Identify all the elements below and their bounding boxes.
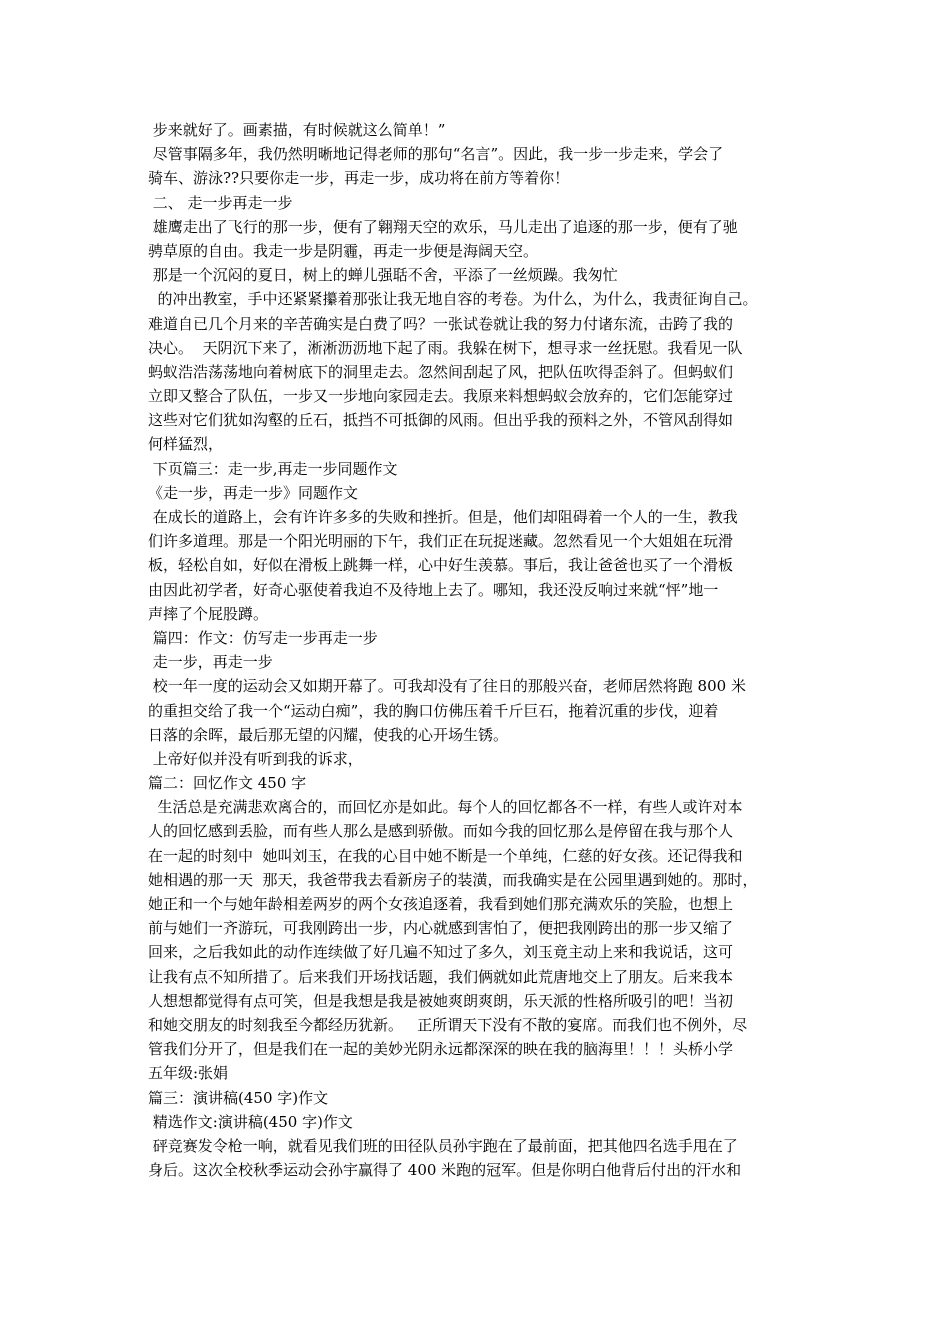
text-line: 蚂蚁浩浩荡荡地向着树底下的洞里走去。忽然间刮起了风，把队伍吹得歪斜了。但蚂蚁们	[148, 362, 734, 381]
text-line: 立即又整合了队伍，一步又一步地向家园走去。我原来料想蚂蚁会放弃的，它们怎能穿过	[148, 387, 734, 406]
text-line: 回来，之后我如此的动作连续做了好几遍不知过了多久，刘玉竟主动上来和我说话，这可	[148, 943, 734, 962]
text-line: 这些对它们犹如沟壑的丘石，抵挡不可抵御的风雨。但出乎我的预料之外，不管风刮得如	[148, 411, 734, 430]
text-line: 校一年一度的运动会又如期开幕了。可我却没有了往日的那般兴奋，老师居然将跑 800 米	[148, 677, 746, 696]
text-line: 那是一个沉闷的夏日，树上的蝉儿强聒不舍，平添了一丝烦躁。我匆忙	[148, 266, 618, 285]
text-line: 五年级:张娟	[148, 1064, 229, 1083]
text-line: 的重担交给了我一个“运动白痴”，我的胸口仿佛压着千斤巨石，拖着沉重的步伐，迎着	[148, 701, 719, 720]
text-line: 二、 走一步再走一步	[148, 193, 293, 212]
text-line: 在一起的时刻中 她叫刘玉，在我的心目中她不断是一个单纯，仁慈的好女孩。还记得我和	[148, 846, 743, 865]
text-line: 由因此初学者，好奇心驱使着我迫不及待地上去了。哪知，我还没反响过来就“怦”地一	[148, 580, 719, 599]
text-line: 日落的余晖，最后那无望的闪耀，使我的心开场生锈。	[148, 725, 509, 744]
text-line: 她相遇的那一天 那天，我爸带我去看新房子的装潢，而我确实是在公园里遇到她的。那时，	[148, 870, 758, 889]
text-line: 的冲出教室，手中还紧紧攥着那张让我无地自容的考卷。为什么，为什么，我责征询自己。	[148, 290, 758, 309]
text-line: 上帝好似并没有听到我的诉求，	[148, 749, 363, 768]
text-line: 和她交朋友的时刻我至今都经历犹新。 正所谓天下没有不散的宴席。而我们也不例外，尽	[148, 1015, 748, 1034]
text-line: 在成长的道路上，会有许许多多的失败和挫折。但是，他们却阻碍着一个人的一生，教我	[148, 508, 738, 526]
text-line: 何样猛烈，	[148, 435, 224, 454]
text-line: 板，轻松自如，好似在滑板上跳舞一样，心中好生羡慕。事后，我让爸爸也买了一个滑板	[148, 556, 734, 575]
text-line: 步来就好了。画素描，有时候就这么简单！”	[148, 121, 446, 139]
text-line: 人的回忆感到丢脸，而有些人那么是感到骄傲。而如今我的回忆那么是停留在我与那个人	[148, 822, 734, 841]
text-line: 尽管事隔多年，我仍然明晰地记得老师的那句“名言”。因此，我一步一步走来，学会了	[148, 145, 724, 164]
text-line: 身后。这次全校秋季运动会孙宇赢得了 400 米跑的冠军。但是你明白他背后付出的汗水和	[148, 1161, 742, 1180]
text-line: 她正和一个与她年龄相差两岁的两个女孩追逐着，我看到她们那充满欢乐的笑脸，也想上	[148, 895, 734, 913]
text-line: 决心。 天阴沉下来了，淅淅沥沥地下起了雨。我躲在树下，想寻求一丝抚慰。我看见一队	[148, 338, 743, 357]
text-line: 走一步，再走一步	[148, 653, 273, 672]
text-line: 骑车、游泳??只要你走一步，再走一步，成功将在前方等着你！	[148, 169, 570, 188]
text-line: 难道自已几个月来的辛苦确实是白费了吗？一张试卷就让我的努力付诸东流，击跨了我的	[148, 314, 734, 333]
text-line: 管我们分开了，但是我们在一起的美妙光阴永远都深深的映在我的脑海里！！！头桥小学	[148, 1040, 734, 1059]
text-line: 们许多道理。那是一个阳光明丽的下午，我们正在玩捉迷藏。忽然看见一个大姐姐在玩滑	[148, 532, 734, 551]
text-line: 下页篇三：走一步,再走一步同题作文	[148, 459, 398, 478]
text-line: 骋草原的自由。我走一步是阴霾，再走一步便是海阔天空。	[148, 241, 539, 260]
text-line: 砰竞赛发令枪一响，就看见我们班的田径队员孙宇跑在了最前面，把其他四名选手甩在了	[148, 1136, 738, 1155]
text-line: 篇三：演讲稿(450 字)作文	[148, 1088, 329, 1107]
text-line: 让我有点不知所措了。后来我们开场找话题，我们俩就如此荒唐地交上了朋友。后来我本	[148, 967, 734, 986]
text-line: 前与她们一齐游玩，可我刚跨出一步，内心就感到害怕了，便把我刚跨出的那一步又缩了	[148, 919, 734, 938]
text-line: 声摔了个屁股蹲。	[148, 604, 269, 623]
text-line: 篇四：作文：仿写走一步再走一步	[148, 628, 378, 647]
text-line: 人想想都觉得有点可笑，但是我想是我是被她爽朗爽朗，乐天派的性格所吸引的吧！当初	[148, 991, 734, 1010]
text-line: 雄鹰走出了飞行的那一步，便有了翱翔天空的欢乐，马儿走出了追逐的那一步，便有了驰	[148, 217, 738, 236]
document-body	[148, 118, 820, 1182]
text-line: 篇二：回忆作文 450 字	[148, 774, 307, 793]
text-line: 生活总是充满悲欢离合的，而回忆亦是如此。每个人的回忆都各不一样，有些人或许对本	[148, 798, 743, 817]
text-line: 《走一步，再走一步》同题作文	[148, 483, 359, 502]
text-line: 精选作文:演讲稿(450 字)作文	[148, 1112, 353, 1131]
